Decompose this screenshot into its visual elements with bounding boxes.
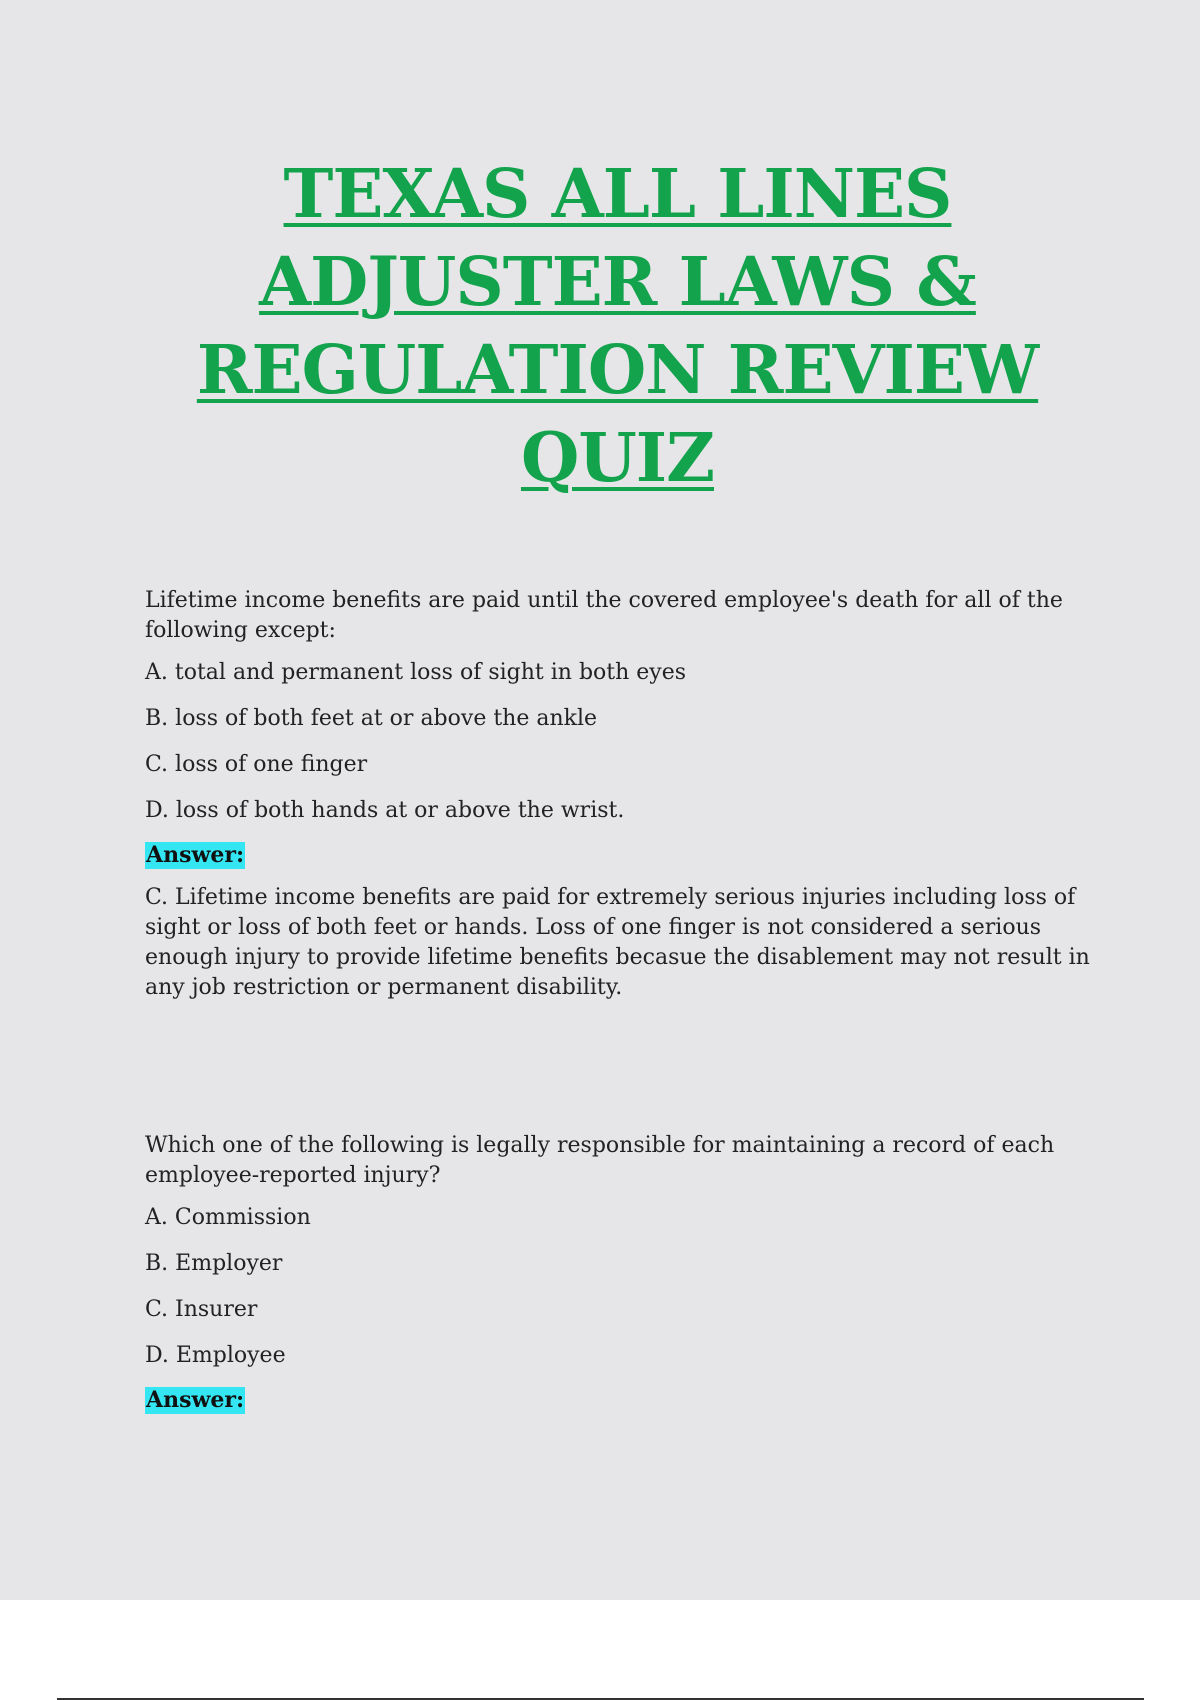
title-line: QUIZ bbox=[520, 418, 715, 497]
title-line: ADJUSTER LAWS & bbox=[259, 242, 976, 321]
answer-option-d: D. loss of both hands at or above the wrist. bbox=[145, 798, 625, 823]
question-block-1 bbox=[145, 586, 1095, 1003]
document-title bbox=[0, 150, 1200, 502]
answer-option-a: A. total and permanent loss of sight in both eyes bbox=[145, 660, 687, 685]
question-text: Which one of the following is legally responsible for maintaining a record of each employee-reported injury? bbox=[145, 1133, 1055, 1188]
answer-option-c: C. loss of one finger bbox=[145, 752, 368, 777]
title-line: REGULATION REVIEW bbox=[196, 330, 1039, 409]
answer-option-a: A. Commission bbox=[145, 1205, 311, 1230]
answer-label: Answer: bbox=[146, 842, 245, 868]
answer-option-b: B. loss of both feet at or above the ankle bbox=[145, 706, 598, 731]
answer-option-b: B. Employer bbox=[145, 1251, 283, 1276]
question-block-2 bbox=[145, 1131, 1095, 1428]
answer-label: Answer: bbox=[146, 1387, 245, 1413]
answer-explanation: C. Lifetime income benefits are paid for extremely serious injuries including loss of sight or loss of both feet or hands. Loss of one finger is not considered a serious enough injury to provide lifetime benefits becasue the disablement may not result in any job restriction or permanent disability. bbox=[145, 885, 1090, 1000]
answer-option-d: D. Employee bbox=[145, 1343, 286, 1368]
answer-option-c: C. Insurer bbox=[145, 1297, 258, 1322]
title-line: TEXAS ALL LINES bbox=[283, 154, 952, 233]
question-text: Lifetime income benefits are paid until the covered employee's death for all of the following except: bbox=[145, 588, 1063, 643]
